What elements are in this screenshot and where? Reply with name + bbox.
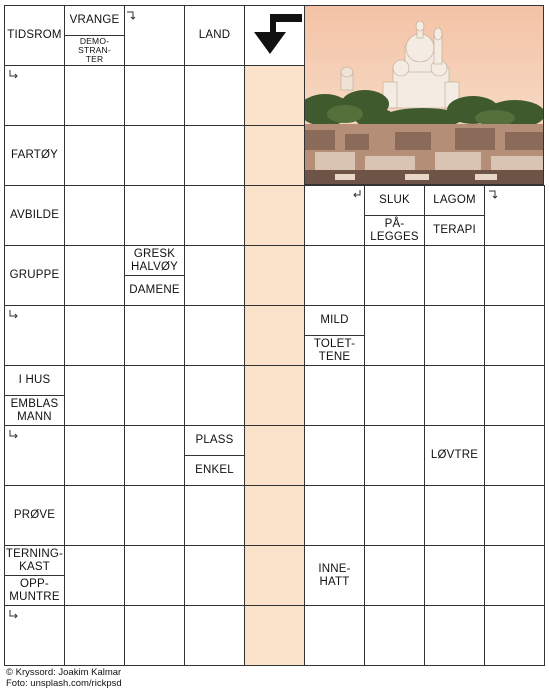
photo-credit: Foto: unsplash.com/rickpsd — [6, 677, 122, 689]
clue-prove: PRØVE — [4, 485, 65, 546]
solution-cell[interactable] — [244, 365, 305, 426]
answer-cell[interactable] — [124, 425, 185, 486]
solution-cell[interactable] — [244, 245, 305, 306]
answer-cell[interactable] — [424, 485, 485, 546]
clue-lagom: LAGOM — [424, 185, 485, 216]
answer-cell[interactable] — [304, 245, 365, 306]
clue-oppmuntre: OPP- MUNTRE — [4, 575, 65, 606]
clue-avbilde: AVBILDE — [4, 185, 65, 246]
answer-cell[interactable] — [184, 545, 245, 606]
solution-cell[interactable] — [244, 545, 305, 606]
clue-terapi: TERAPI — [424, 215, 485, 246]
solution-cell[interactable] — [244, 425, 305, 486]
answer-cell[interactable] — [484, 485, 545, 546]
answer-cell[interactable] — [484, 365, 545, 426]
direction-arrow-icon — [8, 428, 20, 440]
answer-cell[interactable] — [484, 245, 545, 306]
clue-toalettene: TOLET- TENE — [304, 335, 365, 366]
solution-cell[interactable] — [244, 65, 305, 126]
answer-cell[interactable] — [364, 425, 425, 486]
credits — [6, 668, 122, 689]
answer-cell[interactable] — [64, 185, 125, 246]
answer-cell[interactable] — [184, 485, 245, 546]
answer-cell[interactable] — [124, 545, 185, 606]
clue-lovtre: LØVTRE — [424, 425, 485, 486]
answer-cell[interactable] — [364, 485, 425, 546]
direction-arrow-icon — [8, 68, 20, 80]
clue-sluk: SLUK — [364, 185, 425, 216]
clue-enkel: ENKEL — [184, 455, 245, 486]
clue-gresk-halvoy: GRESK HALVØY — [124, 245, 185, 276]
answer-cell[interactable] — [124, 125, 185, 186]
answer-cell[interactable] — [64, 425, 125, 486]
answer-cell[interactable] — [64, 245, 125, 306]
answer-cell[interactable] — [424, 245, 485, 306]
answer-cell[interactable] — [304, 605, 365, 666]
clue-demonstranter: DEMO- STRAN- TER — [64, 35, 125, 66]
answer-cell[interactable] — [484, 605, 545, 666]
direction-arrow-icon — [350, 188, 362, 200]
answer-cell[interactable] — [484, 425, 545, 486]
sacre-coeur-photo — [304, 5, 544, 185]
answer-cell[interactable] — [64, 365, 125, 426]
answer-cell[interactable] — [364, 545, 425, 606]
solution-cell[interactable] — [244, 125, 305, 186]
answer-cell[interactable] — [64, 545, 125, 606]
answer-cell[interactable] — [424, 545, 485, 606]
answer-cell[interactable] — [184, 125, 245, 186]
answer-cell[interactable] — [64, 65, 125, 126]
solution-cell[interactable] — [244, 305, 305, 366]
answer-cell[interactable] — [184, 605, 245, 666]
clue-vrange: VRANGE — [64, 5, 125, 36]
clue-plass: PLASS — [184, 425, 245, 456]
answer-cell[interactable] — [184, 305, 245, 366]
answer-cell[interactable] — [484, 545, 545, 606]
answer-cell[interactable] — [364, 605, 425, 666]
clue-gruppe: GRUPPE — [4, 245, 65, 306]
direction-arrow-icon — [126, 9, 138, 21]
clue-emblas-mann: EMBLAS MANN — [4, 395, 65, 426]
answer-cell[interactable] — [364, 365, 425, 426]
solution-cell[interactable] — [244, 605, 305, 666]
answer-cell[interactable] — [124, 65, 185, 126]
clue-land: LAND — [184, 5, 245, 66]
crossword-credit: © Kryssord: Joakim Kalmar — [6, 667, 122, 678]
answer-cell[interactable] — [364, 305, 425, 366]
clue-damene: DAMENE — [124, 275, 185, 306]
direction-arrow-icon — [8, 308, 20, 320]
answer-cell[interactable] — [124, 365, 185, 426]
clue-mild: MILD — [304, 305, 365, 336]
answer-cell[interactable] — [184, 65, 245, 126]
solution-column-arrow-icon — [248, 10, 304, 60]
answer-cell[interactable] — [124, 185, 185, 246]
clue-fartoy: FARTØY — [4, 125, 65, 186]
answer-cell[interactable] — [64, 125, 125, 186]
direction-arrow-icon — [8, 608, 20, 620]
clue-inneholdt: INNE- HATT — [304, 545, 365, 606]
answer-cell[interactable] — [184, 245, 245, 306]
answer-cell[interactable] — [124, 305, 185, 366]
clue-palegges: PÅ- LEGGES — [364, 215, 425, 246]
answer-cell[interactable] — [424, 605, 485, 666]
direction-arrow-icon — [488, 188, 500, 200]
answer-cell[interactable] — [64, 605, 125, 666]
solution-cell[interactable] — [244, 185, 305, 246]
clue-i-hus: I HUS — [4, 365, 65, 396]
answer-cell[interactable] — [424, 305, 485, 366]
answer-cell[interactable] — [124, 485, 185, 546]
answer-cell[interactable] — [304, 425, 365, 486]
answer-cell[interactable] — [424, 365, 485, 426]
answer-cell[interactable] — [364, 245, 425, 306]
answer-cell[interactable] — [64, 485, 125, 546]
answer-cell[interactable] — [304, 365, 365, 426]
clue-terningkast: TERNING- KAST — [4, 545, 65, 576]
solution-cell[interactable] — [244, 485, 305, 546]
clue-tidsrom: TIDSROM — [4, 5, 65, 66]
answer-cell[interactable] — [484, 305, 545, 366]
answer-cell[interactable] — [184, 365, 245, 426]
answer-cell[interactable] — [124, 605, 185, 666]
answer-cell[interactable] — [184, 185, 245, 246]
answer-cell[interactable] — [304, 485, 365, 546]
answer-cell[interactable] — [64, 305, 125, 366]
